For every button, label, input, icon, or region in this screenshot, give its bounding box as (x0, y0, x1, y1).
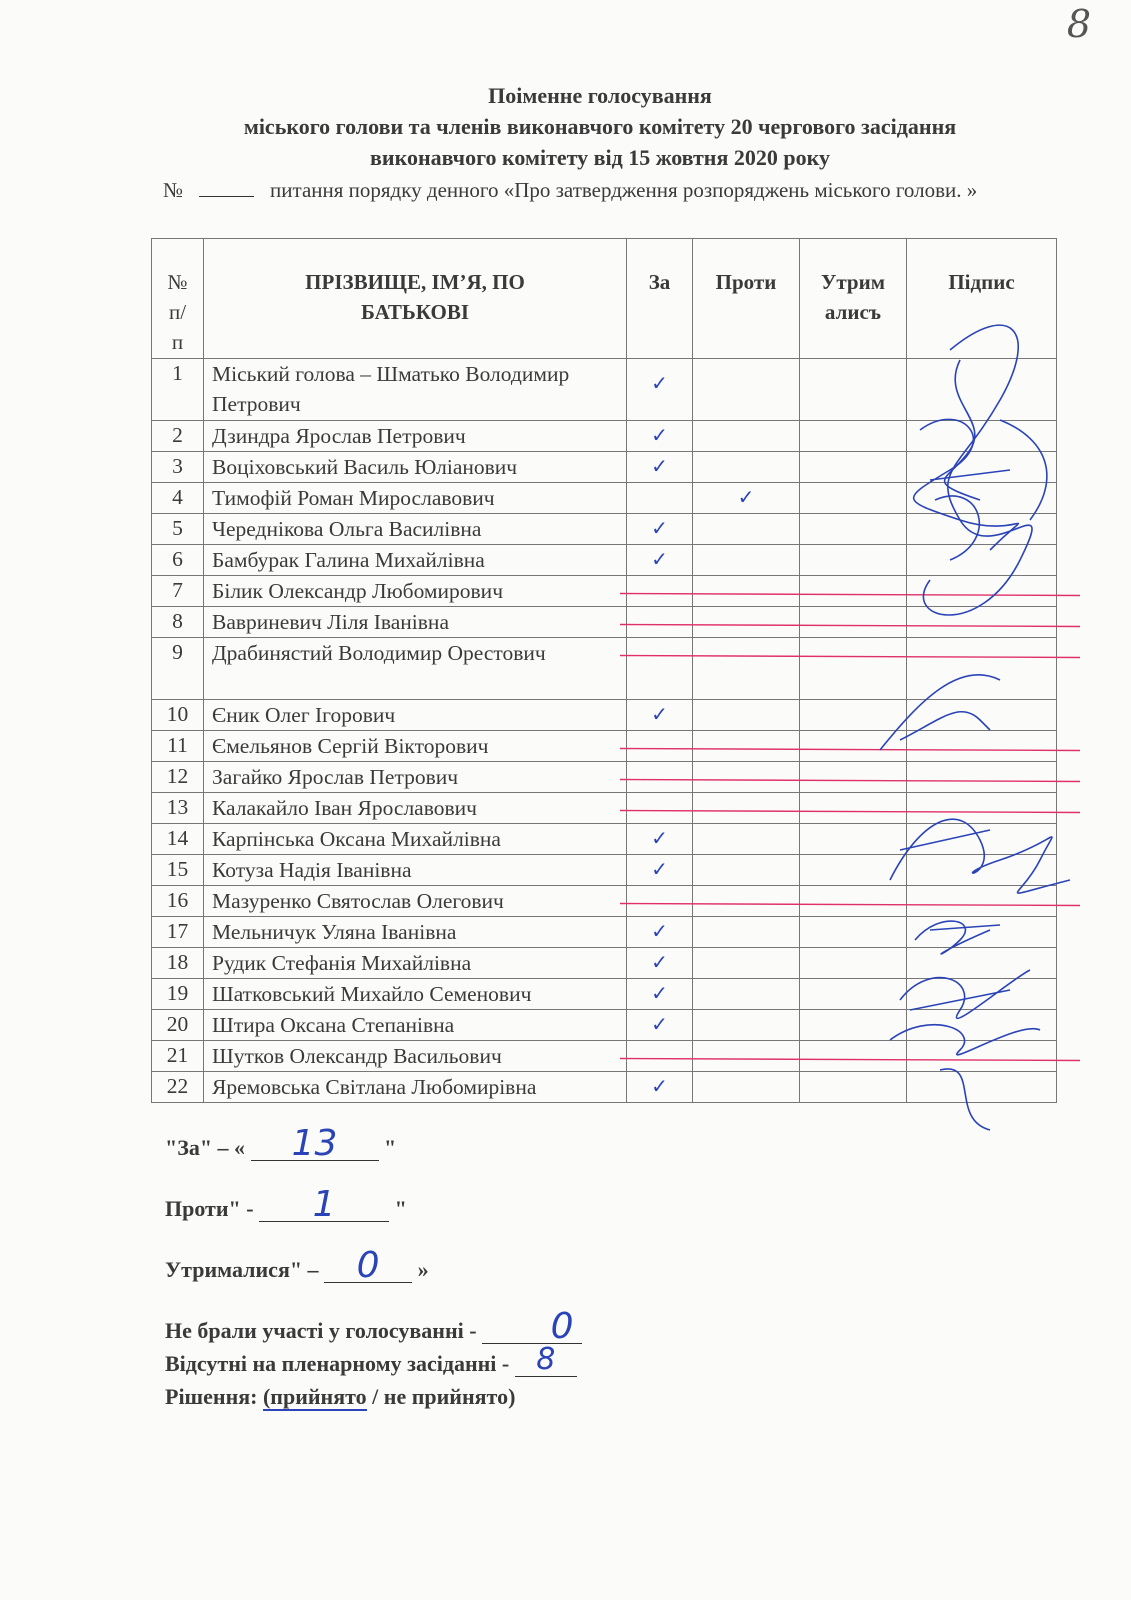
heading-line-1: Поіменне голосування (488, 83, 712, 108)
summary-against-close: " (394, 1196, 407, 1221)
summary-against-blank (259, 1184, 389, 1225)
row-member-name: Вавриневич Ліля Іванівна (204, 607, 627, 638)
decision-accepted: прийнято (270, 1384, 367, 1409)
row-vote-against (693, 700, 800, 731)
summary-not-participated (165, 1306, 582, 1347)
table-row (152, 700, 1057, 731)
row-vote-against (693, 545, 800, 576)
summary-for-value: 13 (291, 1123, 338, 1164)
table-row (152, 483, 1057, 514)
row-number: 18 (152, 948, 204, 979)
table-row (152, 514, 1057, 545)
row-vote-abstained (800, 1072, 907, 1103)
decision-label: Рішення: (165, 1384, 258, 1409)
table-row (152, 638, 1057, 700)
header-signature: Підпис (907, 239, 1057, 359)
row-number: 21 (152, 1041, 204, 1072)
check-mark-icon: ✓ (651, 547, 668, 571)
row-member-name: Мельничук Уляна Іванівна (204, 917, 627, 948)
table-row (152, 545, 1057, 576)
row-number: 7 (152, 576, 204, 607)
row-signature (907, 855, 1057, 886)
row-signature (907, 793, 1057, 824)
check-mark-icon: ✓ (651, 950, 668, 974)
row-signature (907, 917, 1057, 948)
row-vote-abstained (800, 607, 907, 638)
summary-decision (165, 1384, 515, 1410)
row-vote-against (693, 855, 800, 886)
row-vote-against (693, 1041, 800, 1072)
roll-call-table (151, 238, 1057, 1103)
row-signature (907, 824, 1057, 855)
summary-absent-blank (515, 1342, 577, 1377)
row-vote-against (693, 1010, 800, 1041)
summary-for-label: "За" – « (165, 1135, 246, 1160)
row-vote-for (627, 359, 693, 421)
header-num-line-3: п (171, 330, 184, 354)
check-mark-icon: ✓ (651, 702, 668, 726)
row-vote-abstained (800, 1041, 907, 1072)
summary-abstained-label: Утрималися" – (165, 1257, 319, 1282)
row-number: 11 (152, 731, 204, 762)
table-row (152, 793, 1057, 824)
document-heading (160, 80, 1040, 173)
row-vote-against (693, 824, 800, 855)
header-for: За (627, 239, 693, 359)
row-number: 3 (152, 452, 204, 483)
row-vote-against (693, 514, 800, 545)
row-signature (907, 359, 1057, 421)
check-mark-icon: ✓ (651, 919, 668, 943)
table-row (152, 1072, 1057, 1103)
page-number: 8 (1066, 2, 1091, 46)
row-number: 16 (152, 886, 204, 917)
row-signature (907, 948, 1057, 979)
row-vote-for (627, 452, 693, 483)
row-vote-for (627, 979, 693, 1010)
row-number: 8 (152, 607, 204, 638)
row-number: 20 (152, 1010, 204, 1041)
row-vote-for (627, 421, 693, 452)
table-row (152, 824, 1057, 855)
row-number: 9 (152, 638, 204, 700)
summary-abstained (165, 1245, 429, 1286)
row-member-name: Штира Оксана Степанівна (204, 1010, 627, 1041)
question-text: питання порядку денного «Про затвердження розпоряджень міського голови. » (270, 178, 978, 202)
table-row (152, 421, 1057, 452)
row-number: 12 (152, 762, 204, 793)
row-vote-abstained (800, 979, 907, 1010)
check-mark-icon: ✓ (651, 1012, 668, 1036)
row-vote-for (627, 886, 693, 917)
row-vote-for (627, 1041, 693, 1072)
row-number: 17 (152, 917, 204, 948)
row-vote-for (627, 1010, 693, 1041)
row-member-name: Воціховський Василь Юліанович (204, 452, 627, 483)
row-signature (907, 483, 1057, 514)
row-vote-abstained (800, 452, 907, 483)
row-signature (907, 886, 1057, 917)
row-signature (907, 545, 1057, 576)
check-mark-icon: ✓ (651, 1074, 668, 1098)
row-signature (907, 731, 1057, 762)
row-number: 2 (152, 421, 204, 452)
row-vote-against (693, 917, 800, 948)
row-signature (907, 1072, 1057, 1103)
row-member-name: Карпінська Оксана Михайлівна (204, 824, 627, 855)
row-vote-abstained (800, 514, 907, 545)
table-row (152, 948, 1057, 979)
row-member-name: Яремовська Світлана Любомирівна (204, 1072, 627, 1103)
summary-absent-label: Відсутні на пленарному засіданні - (165, 1351, 510, 1376)
row-vote-abstained (800, 917, 907, 948)
table-row (152, 979, 1057, 1010)
table-row (152, 762, 1057, 793)
summary-for-blank (251, 1123, 379, 1164)
check-mark-icon: ✓ (651, 826, 668, 850)
header-abstained (800, 239, 907, 359)
row-vote-for (627, 793, 693, 824)
row-vote-abstained (800, 731, 907, 762)
row-vote-abstained (800, 948, 907, 979)
row-vote-for (627, 762, 693, 793)
table-row (152, 731, 1057, 762)
table-header-row (152, 239, 1057, 359)
summary-absent-value: 8 (536, 1342, 556, 1377)
row-signature (907, 638, 1057, 700)
row-vote-for (627, 483, 693, 514)
header-abstained-text: Утрим алисъ (820, 270, 886, 324)
row-signature (907, 1041, 1057, 1072)
row-number: 6 (152, 545, 204, 576)
row-vote-abstained (800, 421, 907, 452)
row-vote-abstained (800, 700, 907, 731)
row-signature (907, 514, 1057, 545)
decision-open-paren: ( (262, 1384, 271, 1409)
check-mark-icon: ✓ (651, 454, 668, 478)
summary-for-close: " (384, 1135, 397, 1160)
row-vote-for (627, 731, 693, 762)
row-number: 10 (152, 700, 204, 731)
heading-line-2: міського голови та членів виконавчого комітету 20 чергового засідання (243, 114, 957, 139)
check-mark-icon: ✓ (651, 516, 668, 540)
table-row (152, 886, 1057, 917)
row-vote-against (693, 421, 800, 452)
header-name (204, 239, 627, 359)
header-name-text: ПРІЗВИЩЕ, ІМ’Я, ПО БАТЬКОВІ (305, 270, 525, 324)
row-member-name: Тимофій Роман Мирославович (204, 483, 627, 514)
table-body (152, 359, 1057, 1103)
check-mark-icon: ✓ (737, 485, 755, 509)
row-member-name: Мазуренко Святослав Олегович (204, 886, 627, 917)
table-row (152, 1010, 1057, 1041)
summary-for (165, 1123, 397, 1164)
row-vote-against (693, 483, 800, 514)
table-row (152, 607, 1057, 638)
row-member-name: Котуза Надія Іванівна (204, 855, 627, 886)
row-vote-abstained (800, 545, 907, 576)
row-vote-abstained (800, 359, 907, 421)
summary-against-value: 1 (312, 1184, 336, 1225)
table-row (152, 855, 1057, 886)
row-vote-against (693, 979, 800, 1010)
row-vote-abstained (800, 1010, 907, 1041)
header-against: Проти (693, 239, 800, 359)
summary-not-participated-label: Не брали участі у голосуванні - (165, 1318, 477, 1343)
row-signature (907, 452, 1057, 483)
header-num-line-2: п/ (168, 300, 187, 324)
row-member-name: Шутков Олександр Васильович (204, 1041, 627, 1072)
row-vote-for (627, 948, 693, 979)
row-vote-for (627, 1072, 693, 1103)
row-vote-against (693, 886, 800, 917)
row-vote-against (693, 762, 800, 793)
row-signature (907, 1010, 1057, 1041)
row-member-name: Драбинястий Володимир Орестович (204, 638, 627, 700)
row-member-name: Шатковський Михайло Семенович (204, 979, 627, 1010)
row-number: 19 (152, 979, 204, 1010)
row-member-name: Білик Олександр Любомирович (204, 576, 627, 607)
table-row (152, 917, 1057, 948)
row-member-name: Ємельянов Сергій Вікторович (204, 731, 627, 762)
check-mark-icon: ✓ (651, 981, 668, 1005)
table-row (152, 1041, 1057, 1072)
row-vote-for (627, 824, 693, 855)
row-vote-against (693, 576, 800, 607)
row-vote-against (693, 948, 800, 979)
row-vote-against (693, 607, 800, 638)
summary-abstained-value: 0 (356, 1245, 380, 1286)
row-number: 14 (152, 824, 204, 855)
row-signature (907, 700, 1057, 731)
row-member-name: Загайко Ярослав Петрович (204, 762, 627, 793)
summary-against-label: Проти" - (165, 1196, 254, 1221)
heading-line-3: виконавчого комітету від 15 жовтня 2020 року (370, 145, 830, 170)
row-member-name: Єник Олег Ігорович (204, 700, 627, 731)
summary-abstained-blank (324, 1245, 412, 1286)
row-vote-for (627, 638, 693, 700)
row-vote-abstained (800, 762, 907, 793)
question-number-blank (199, 178, 254, 197)
row-member-name: Бамбурак Галина Михайлівна (204, 545, 627, 576)
row-vote-against (693, 793, 800, 824)
row-member-name: Калакайло Іван Ярославович (204, 793, 627, 824)
row-vote-abstained (800, 576, 907, 607)
row-number: 1 (152, 359, 204, 421)
row-vote-for (627, 700, 693, 731)
table-row (152, 359, 1057, 421)
row-vote-against (693, 731, 800, 762)
row-vote-against (693, 359, 800, 421)
row-vote-for (627, 576, 693, 607)
row-member-name: Міський голова – Шматько Володимир Петрович (204, 359, 627, 421)
row-signature (907, 576, 1057, 607)
row-vote-for (627, 917, 693, 948)
summary-abstained-close: » (417, 1257, 429, 1282)
row-number: 15 (152, 855, 204, 886)
summary-not-participated-blank (482, 1306, 582, 1347)
row-vote-against (693, 638, 800, 700)
row-member-name: Череднікова Ольга Василівна (204, 514, 627, 545)
row-signature (907, 979, 1057, 1010)
row-vote-against (693, 452, 800, 483)
table-row (152, 576, 1057, 607)
check-mark-icon: ✓ (651, 371, 668, 395)
row-vote-for (627, 514, 693, 545)
row-signature (907, 607, 1057, 638)
summary-against (165, 1184, 407, 1225)
summary-absent (165, 1342, 577, 1377)
row-signature (907, 421, 1057, 452)
row-number: 5 (152, 514, 204, 545)
row-vote-abstained (800, 638, 907, 700)
check-mark-icon: ✓ (651, 857, 668, 881)
row-vote-abstained (800, 483, 907, 514)
summary-not-participated-value: 0 (550, 1306, 574, 1347)
row-member-name: Рудик Стефанія Михайлівна (204, 948, 627, 979)
row-signature (907, 762, 1057, 793)
row-vote-abstained (800, 824, 907, 855)
row-number: 13 (152, 793, 204, 824)
row-number: 4 (152, 483, 204, 514)
row-vote-abstained (800, 793, 907, 824)
row-vote-for (627, 545, 693, 576)
row-number: 22 (152, 1072, 204, 1103)
row-vote-abstained (800, 855, 907, 886)
agenda-question (163, 174, 1040, 206)
row-vote-for (627, 607, 693, 638)
header-num (152, 239, 204, 359)
decision-accepted-underlined (263, 1384, 367, 1411)
decision-rest: / не прийнято) (372, 1384, 516, 1409)
header-num-line-1: № (167, 270, 188, 294)
row-member-name: Дзиндра Ярослав Петрович (204, 421, 627, 452)
row-vote-for (627, 855, 693, 886)
row-vote-abstained (800, 886, 907, 917)
table-row (152, 452, 1057, 483)
question-prefix: № (163, 178, 184, 202)
row-vote-against (693, 1072, 800, 1103)
check-mark-icon: ✓ (651, 423, 668, 447)
